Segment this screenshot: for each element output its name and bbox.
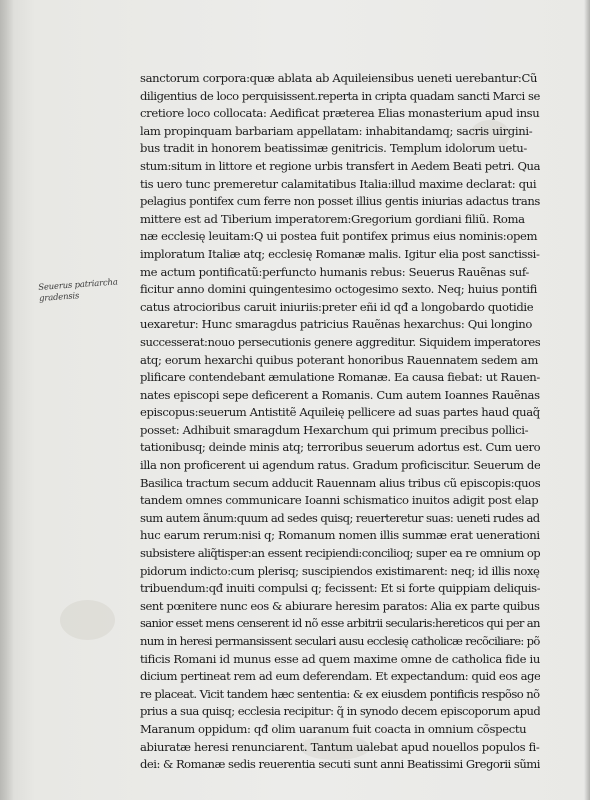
text-line: uexaretur: Hunc smaragdus patricius Rauẽnas hexarchus: Qui longino [140,317,532,332]
text-line: episcopus:seuerum Antistitẽ Aquileię pellicere ad suas partes haud quaq̃ [140,405,540,420]
text-line: me actum pontificatũ:perfuncto humanis rebus: Seuerus Rauẽnas suf- [140,264,529,279]
text-line: sanctorum corpora:quæ ablata ab Aquileiensibus ueneti uerebantur:Cũ [140,71,538,85]
text-line: catus atrocioribus caruit iniuriis:preter eñi id qđ a longobardo quotidie [140,299,534,314]
text-line: imploratum Italiæ atq; ecclesię Romanæ malis. Igitur elia post sanctissi- [140,246,540,261]
text-line: num in heresi permansissent seculari ausu ecclesię catholicæ recõciliare: põ [140,634,540,648]
text-line: illa non proficerent ui agendum ratus. Gradum proficiscitur. Seuerum de [140,458,540,473]
text-line: Maranum oppidum: qđ olim uaranum fuit coacta in omnium cõspectu [140,721,527,736]
text-line: tificis Romani id munus esse ad quem maxime omne de catholica fide iu [140,651,540,666]
text-line: re placeat. Vicit tandem hæc sententia: & ex eiusdem pontificis respõso nõ [140,686,540,701]
text-line: successerat:nouo persecutionis genere aggreditur. Siquidem imperatores [140,334,540,349]
text-line: plificare contendebant æmulatione Romanæ. Ea causa fiebat: ut Rauen- [140,370,540,385]
text-line: Basilica tractum secum adducit Rauennam alius tribus cũ episcopis:quos [140,475,540,490]
text-line: cretiore loco collocata: Aedificat præterea Elias monasterium apud insu [140,106,540,121]
text-line: pelagius pontifex cum ferre non posset illius gentis iniurias adactus trans [140,194,540,209]
text-line: pidorum indicto:cum plerisq; suscipiendos existimarent: neq; id illis noxę [140,563,540,578]
text-line: dei: & Romanæ sedis reuerentia secuti sunt anni Beatissimi Gregorii sũmi [140,757,540,772]
text-line: tribuendum:qđ inuiti compulsi q; fecissent: Et si forte quippiam deliquis- [140,581,540,596]
text-line: dicium pertineat rem ad eum deferendam. Et expectandum: quid eos age [140,669,540,684]
marginal-note: Seuerus patriarcha gradensis [38,277,119,304]
text-line: diligentius de loco perquisissent.reperta in cripta quadam sancti Marci se [140,88,540,103]
text-line: lam propinquam barbariam appellatam: inhabitandamq; sacris uirgini- [140,123,533,138]
text-line: atq; eorum hexarchi quibus poterant honoribus Rauennatem sedem am [140,352,538,367]
text-line: abiuratæ heresi renunciarent. Tantum ualebat apud nouellos populos fi- [140,739,540,754]
text-line: tis uero tunc premeretur calamitatibus Italia:illud maxime declarat: qui [140,176,537,191]
page-edge [584,0,590,800]
text-line: nates episcopi sepe deficerent a Romanis. Cum autem Ioannes Rauẽnas [140,387,540,402]
text-line: bus tradit in honorem beatissimæ genitricis. Templum idolorum uetu- [140,141,527,156]
text-line: subsistere aliq̃tisper:an essent recipiendi:concilioq; super ea re omnium op [140,546,540,561]
text-line: posset: Adhibuit smaragdum Hexarchum qui primum precibus pollici- [140,422,529,437]
text-line: mittere est ad Tiberium imperatorem:Gregorium gordiani filiũ. Roma [140,211,525,226]
text-line: tandem omnes communicare Ioanni schismatico inuitos adigit post elap [140,493,539,508]
text-line: sent pœnitere nunc eos & abiurare heresim paratos: Alia ex parte quibus [140,598,540,613]
text-line: huc earum rerum:nisi q; Romanum nomen illis summæ erat uenerationi [140,528,540,543]
text-line: næ ecclesię leuitam:Q ui postea fuit pontifex primus eius nominis:opem [140,229,538,244]
text-line: prius a sua quisq; ecclesia recipitur: q̃ in synodo decem episcoporum apud [140,704,540,719]
text-line: tationibusq; deinde minis atq; terroribus seuerum adortus est. Cum uero [140,440,540,455]
text-line: sum autem ãnum:quum ad sedes quisq; reuerteretur suas: ueneti rudes ad [140,510,540,525]
text-block [140,70,540,774]
gutter-shadow [0,0,14,800]
paper-stain [60,600,115,640]
text-line: stum:situm in littore et regione urbis transfert in Aedem Beati petri. Qua [140,158,540,173]
text-line: ficitur anno domini quingentesimo octogesimo sexto. Neq; huius pontifi [140,282,538,297]
text-line: sanior esset mens censerent id nõ esse arbitrii secularis:hereticos qui per an [140,616,540,631]
